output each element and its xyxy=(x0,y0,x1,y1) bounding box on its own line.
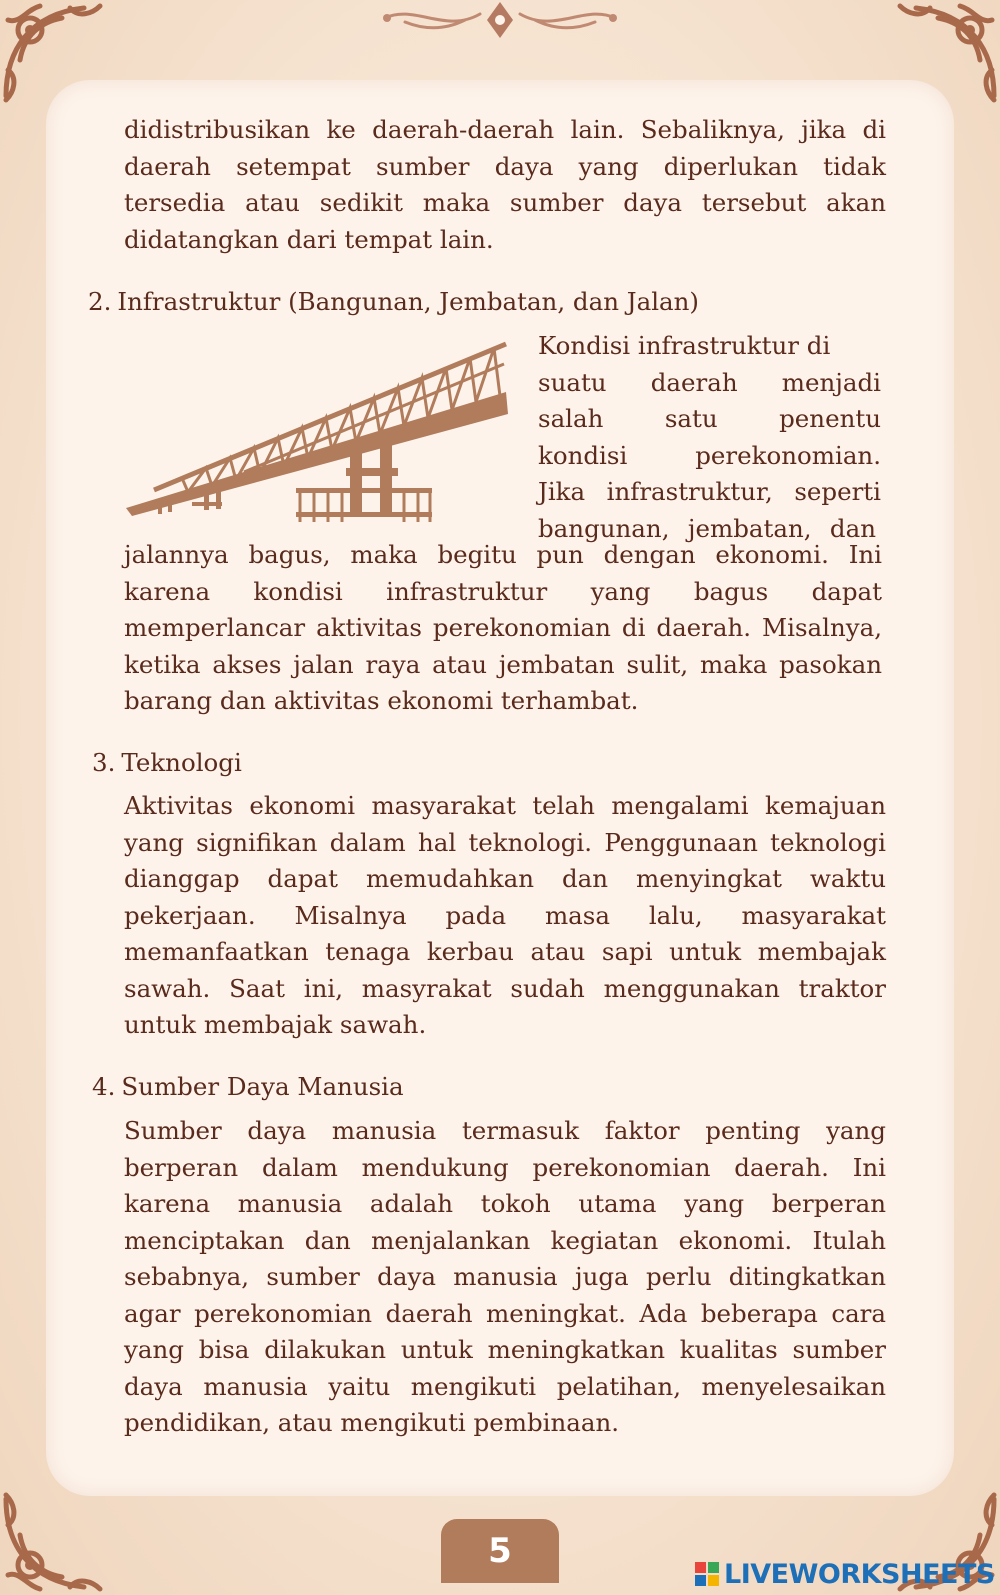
corner-ornament-icon xyxy=(0,1485,110,1595)
wrap-line: suatu daerah menjadi xyxy=(538,367,881,397)
bridge-illustration xyxy=(124,340,520,530)
section-number: 4. xyxy=(92,1072,116,1101)
section-2-wrap-text xyxy=(538,328,881,547)
section-title: Infrastruktur (Bangunan, Jembatan, dan Jalan) xyxy=(117,287,699,316)
paragraph-text: Sumber daya manusia termasuk faktor penting yang berperan dalam mendukung perekonomian daerah. Ini karena manusia adalah tokoh utama yang berperan menciptakan dan menjalankan kegiatan ekonomi. Itulah sebabnya, sumber daya manusia juga perlu ditingkatkan agar perekonomian daerah meningkat. Ada beberapa cara yang bisa dilakukan untuk meningkatkan kualitas sumber daya manusia yaitu mengikuti pelatihan, menyelesaikan pendidikan, atau mengikuti pembinaan. xyxy=(124,1116,886,1437)
liveworksheets-watermark xyxy=(694,1557,995,1591)
paragraph-text: Aktivitas ekonomi masyarakat telah mengalami kemajuan yang signifikan dalam hal teknologi. Penggunaan teknologi dianggap dapat memudahkan dan menyingkat waktu pekerjaan. Misalnya pada masa lalu, masyarakat memanfaatkan tenaga kerbau atau sapi untuk membajak sawah. Saat ini, masyrakat sudah menggunakan traktor untuk membajak sawah. xyxy=(124,791,886,1039)
section-number: 2. xyxy=(88,287,112,316)
section-2-heading xyxy=(88,284,699,320)
page-number: 5 xyxy=(441,1519,559,1583)
section-number: 3. xyxy=(92,748,116,777)
section-2-body xyxy=(124,537,882,720)
wrap-line: salah satu penentu xyxy=(538,404,881,433)
liveworksheets-logo-icon xyxy=(694,1561,720,1587)
section-4-body xyxy=(124,1113,886,1442)
paragraph-text: jalannya bagus, maka begitu pun dengan ekonomi. Ini karena kondisi infrastruktur yang bagus dapat memperlancar aktivitas perekonomian di daerah. Misalnya, ketika akses jalan raya atau jembatan sulit, maka pasokan barang dan aktivitas ekonomi terhambat. xyxy=(124,540,882,715)
paragraph-text: didistribusikan ke daerah-daerah lain. Sebaliknya, jika di daerah setempat sumber daya yang diperlukan tidak tersedia atau sedikit maka sumber daya tersebut akan didatangkan dari tempat lain. xyxy=(124,115,886,254)
section-3-heading xyxy=(92,745,242,781)
top-flourish-icon xyxy=(375,0,625,42)
paragraph-continued xyxy=(124,112,886,258)
watermark-text: LIVEWORKSHEETS xyxy=(724,1558,995,1590)
section-title: Sumber Daya Manusia xyxy=(121,1072,404,1101)
section-4-heading xyxy=(92,1069,404,1105)
wrap-line: Kondisi infrastruktur di xyxy=(538,331,831,360)
wrap-line: Jika infrastruktur, seperti xyxy=(538,477,881,506)
section-3-body xyxy=(124,788,886,1044)
wrap-line: bangunan, jembatan, dan xyxy=(538,513,876,543)
wrap-line: kondisi perekonomian. xyxy=(538,440,881,470)
section-title: Teknologi xyxy=(121,748,242,777)
